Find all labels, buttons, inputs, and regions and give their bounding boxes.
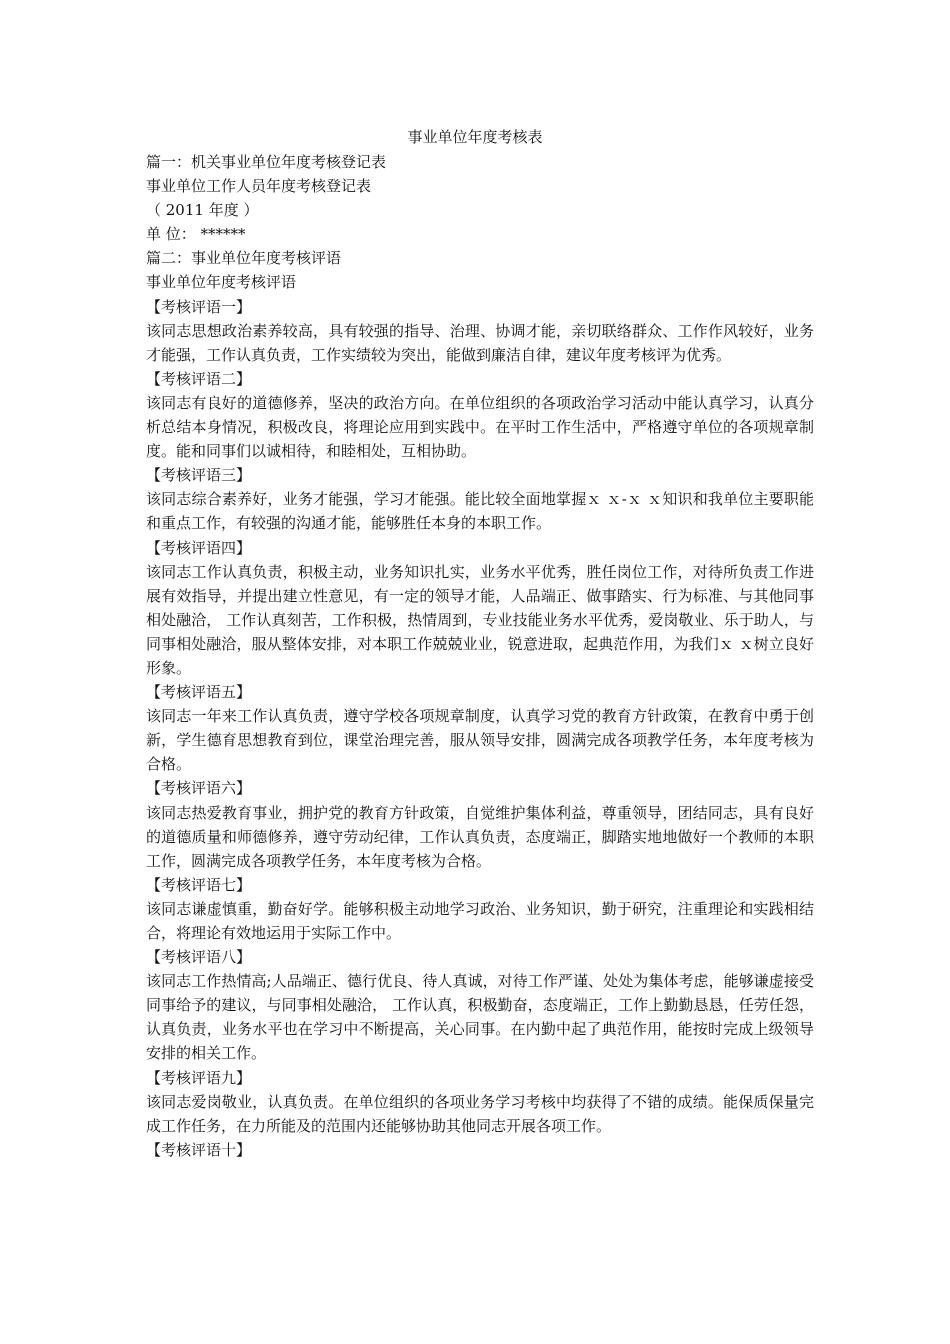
- section-paragraph: 该同志谦虚慎重，勤奋好学。能够积极主动地学习政治、业务知识，勤于研究，注重理论和实践相结合，将理论有效地运用于实际工作中。: [146, 899, 814, 942]
- intro-line: （ 2011 年度 ）: [146, 201, 259, 220]
- intro-line: 事业单位工作人员年度考核登记表: [146, 177, 372, 196]
- intro-line: 事业单位年度考核评语: [146, 273, 297, 292]
- document-title: 事业单位年度考核表: [407, 128, 543, 146]
- section-paragraph: 该同志一年来工作认真负责，遵守学校各项规章制度，认真学习党的教育方针政策，在教育中勇于创新，学生德育思想教育到位，课堂治理完善，服从领导安排，圆满完成各项教学任务，本年度考核为合格。: [146, 707, 814, 774]
- section-paragraph: 该同志热爱教育事业，拥护党的教育方针政策，自觉维护集体利益，尊重领导，团结同志，具有良好的道德质量和师德修养，遵守劳动纪律，工作认真负责，态度端正，脚踏实地地做好一个教师的本职工作，圆满完成各项教学任务，本年度考核为合格。: [146, 803, 814, 870]
- section-heading: 【考核评语三】: [146, 466, 252, 485]
- section-heading: 【考核评语七】: [146, 875, 252, 894]
- document-body: [146, 150, 814, 1162]
- section-paragraph: 该同志工作认真负责，积极主动，业务知识扎实，业务水平优秀，胜任岗位工作，对待所负责工作进展有效指导，并提出建立性意见，有一定的领导才能，人品端正、做事踏实、行为标准、与其他同事相处融洽， 工作认真刻苦，工作积极，热情周到，专业技能业务水平优秀，爱岗敬业、乐于助人，与同事相处融洽，服从整体安排，对本职工作兢兢业业，锐意进取，起典范作用，为我们ｘ ｘ树立良好形象。: [146, 562, 814, 677]
- section-heading: 【考核评语九】: [146, 1068, 252, 1087]
- intro-line: 篇一：机关事业单位年度考核登记表: [146, 153, 387, 171]
- section-heading: 【考核评语八】: [146, 948, 252, 967]
- intro-line: 单 位： ******: [146, 225, 246, 244]
- section-heading: 【考核评语五】: [146, 683, 252, 702]
- section-paragraph: 该同志工作热情高;人品端正、德行优良、待人真诚，对待工作严谨、处处为集体考虑，能够谦虚接受同事给予的建议，与同事相处融洽， 工作认真，积极勤奋，态度端正，工作上勤勤恳恳，任劳任怨，认真负责，业务水平也在学习中不断提高，关心同事。在内勤中起了典范作用，能按时完成上级领导安排的相关工作。: [146, 972, 814, 1063]
- section-heading: 【考核评语十】: [146, 1140, 252, 1159]
- section-paragraph: 该同志爱岗敬业，认真负责。在单位组织的各项业务学习考核中均获得了不错的成绩。能保质保量完成工作任务，在力所能及的范围内还能够协助其他同志开展各项工作。: [146, 1092, 814, 1135]
- section-paragraph: 该同志有良好的道德修养，坚决的政治方向。在单位组织的各项政治学习活动中能认真学习，认真分析总结本身情况，积极改良，将理论应用到实践中。在平时工作生活中，严格遵守单位的各项规章制度。能和同事们以诚相待，和睦相处，互相协助。: [146, 393, 814, 461]
- section-paragraph: 该同志综合素养好，业务才能强，学习才能强。能比较全面地掌握ｘ ｘ-ｘ ｘ知识和我单位主要职能和重点工作，有较强的沟通才能，能够胜任本身的本职工作。: [146, 490, 814, 533]
- section-heading: 【考核评语四】: [146, 538, 252, 557]
- intro-line: 篇二：事业单位年度考核评语: [146, 249, 342, 268]
- section-heading: 【考核评语二】: [146, 369, 252, 388]
- section-heading: 【考核评语六】: [146, 779, 252, 798]
- section-paragraph: 该同志思想政治素养较高，具有较强的指导、治理、协调才能，亲切联络群众、工作作风较好，业务才能强，工作认真负责，工作实绩较为突出，能做到廉洁自律，建议年度考核评为优秀。: [146, 321, 814, 364]
- section-heading: 【考核评语一】: [146, 297, 252, 316]
